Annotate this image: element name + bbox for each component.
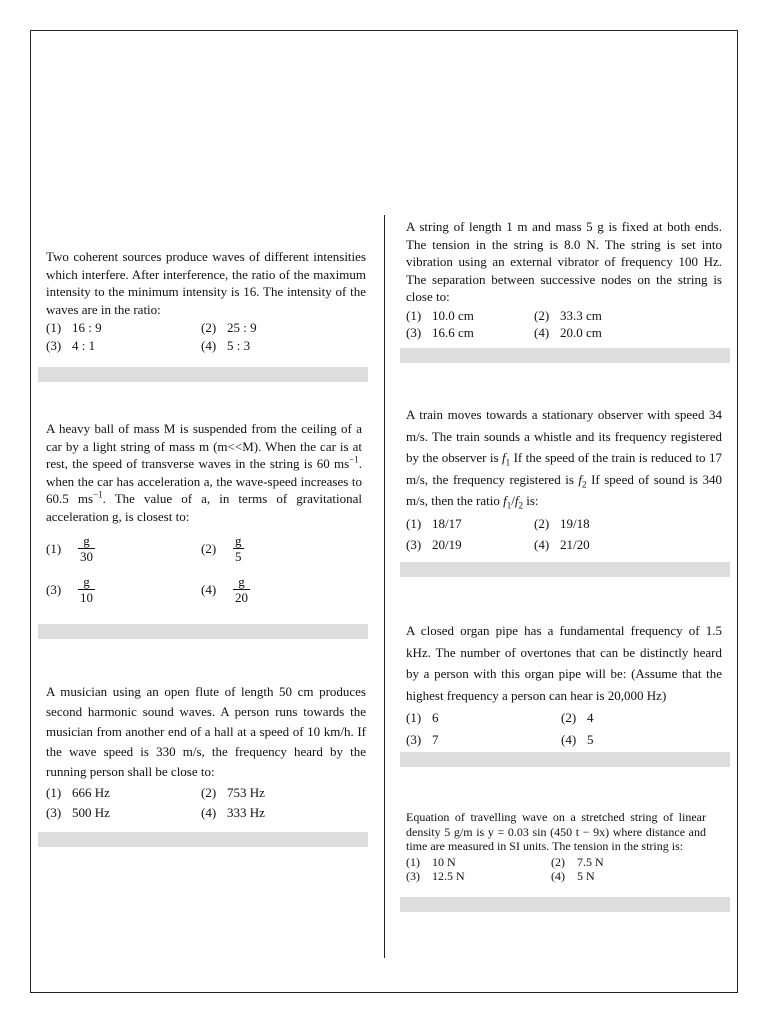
question-interference — [46, 248, 366, 354]
option-4[interactable]: (4) 333 Hz — [201, 805, 265, 820]
option-2[interactable]: (2) 7.5 N — [551, 854, 604, 869]
column-divider — [384, 215, 385, 958]
question-stem: A heavy ball of mass M is suspended from the ceiling of a car by a light string of mass m (m<<M). When the car is at rest, the speed of transverse waves in the string is 60 $ms^{-1}$. when the car has acceleration a, the wave-speed increases to 60.5 $ms^{-1}$. The value of a, in terms of gravitational acceleration g, is closest to: — [46, 421, 363, 524]
option-4[interactable]: (4) 5 — [561, 731, 594, 747]
option-1[interactable]: (1) $\frac{g}{30}$ — [46, 533, 93, 564]
option-2[interactable]: (2) 4 — [561, 710, 594, 725]
option-3[interactable]: (3) 12.5 N — [406, 869, 465, 883]
answer-bar — [38, 832, 368, 847]
question-train — [406, 404, 722, 556]
fraction: $\frac{g}{10}$ — [80, 574, 93, 605]
question-flute — [46, 682, 366, 823]
question-organ-pipe — [406, 620, 722, 750]
option-2[interactable]: (2) 19/18 — [534, 515, 590, 531]
answer-options — [46, 783, 366, 823]
answer-options — [406, 707, 722, 750]
option-2[interactable]: (2) 33.3 cm — [534, 307, 602, 323]
fraction: $\frac{g}{30}$ — [80, 533, 93, 564]
answer-bar — [400, 897, 730, 912]
option-1[interactable]: (1) 16 : 9 — [46, 320, 102, 335]
answer-options — [46, 533, 362, 605]
option-2[interactable]: (2) 753 Hz — [201, 785, 265, 800]
option-3[interactable]: (3) 500 Hz — [46, 805, 110, 820]
answer-options — [406, 855, 706, 884]
answer-bar — [38, 624, 368, 639]
answer-options — [46, 319, 366, 354]
answer-bar — [400, 348, 730, 363]
answer-bar — [38, 367, 368, 382]
option-3[interactable]: (3) $\frac{g}{10}$ — [46, 574, 93, 605]
option-1[interactable]: (1) 10 N — [406, 854, 456, 869]
question-string-nodes — [406, 218, 722, 342]
option-3[interactable]: (3) 20/19 — [406, 537, 462, 552]
question-travelling-wave — [406, 810, 706, 884]
answer-bar — [400, 562, 730, 577]
option-4[interactable]: (4) $\frac{g}{20}$ — [201, 574, 248, 605]
question-heavy-ball — [46, 420, 362, 605]
question-stem: A train moves towards a stationary observer with speed 34 m/s. The train sounds a whistle and its frequency registered by the observer is $f_1$ If the speed of the train is reduced to 17 m/s, the frequency registered is $f_2$ If speed of sound is 340 m/s, then the ratio $f_1/f_2$ is: — [406, 407, 722, 511]
option-1[interactable]: (1) 18/17 — [406, 515, 462, 531]
option-4[interactable]: (4) 5 : 3 — [201, 337, 251, 353]
option-2[interactable]: (2) 25 : 9 — [201, 320, 257, 335]
option-3[interactable]: (3) 16.6 cm — [406, 325, 474, 340]
option-3[interactable]: (3) 7 — [406, 731, 439, 747]
option-4[interactable]: (4) 21/20 — [534, 537, 590, 552]
answer-options — [406, 307, 722, 342]
option-1[interactable]: (1) 6 — [406, 710, 439, 725]
question-stem: A musician using an open flute of length 50 cm produces second harmonic sound waves. A person runs towards the musician from another end of a hall at a speed of 10 km/h. If the wave speed is 330 m/s, the frequency heard by the running person shall be close to: — [46, 684, 366, 779]
option-4[interactable]: (4) 20.0 cm — [534, 325, 602, 340]
option-1[interactable]: (1) 10.0 cm — [406, 307, 474, 323]
fraction: $\frac{g}{5}$ — [235, 533, 242, 564]
question-stem: A closed organ pipe has a fundamental frequency of 1.5 kHz. The number of overtones that can be distinctly heard by a person with this organ pipe will be: (Assume that the highest frequency a person can hear is 20,000 Hz) — [406, 623, 722, 703]
answer-options — [406, 513, 722, 556]
option-4[interactable]: (4) 5 N — [551, 869, 595, 883]
option-3[interactable]: (3) 4 : 1 — [46, 337, 96, 353]
option-1[interactable]: (1) 666 Hz — [46, 785, 110, 800]
option-2[interactable]: (2) $\frac{g}{5}$ — [201, 533, 242, 564]
question-stem: A string of length 1 m and mass 5 g is fixed at both ends. The tension in the string is 8.0 N. The string is set into vibration using an external vibrator of frequency 100 Hz. The separation between successive nodes on the string is close to: — [406, 219, 722, 304]
question-stem: Two coherent sources produce waves of different intensities which interfere. After interference, the ratio of the maximum intensity to the minimum intensity is 16. The intensity of the waves are in the ratio: — [46, 249, 366, 317]
fraction: $\frac{g}{20}$ — [235, 574, 248, 605]
question-stem: Equation of travelling wave on a stretched string of linear density 5 g/m is y = 0.03 sin (450 t − 9x) where distance and time are measured in SI units. The tension in the string is: — [406, 810, 706, 853]
answer-bar — [400, 752, 730, 767]
